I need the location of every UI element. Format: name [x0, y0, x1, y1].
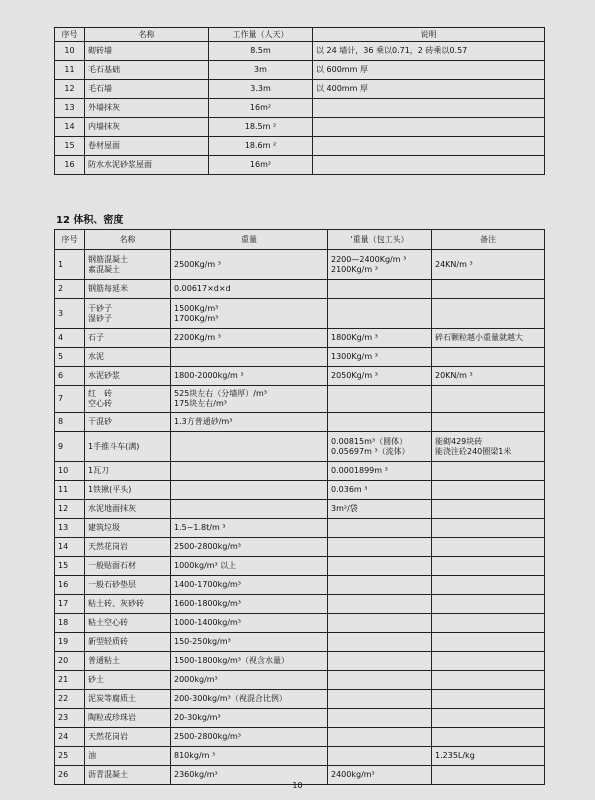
cell-weight	[171, 652, 328, 671]
cell-weight	[171, 709, 328, 728]
cell-note	[432, 557, 545, 576]
table-row	[55, 80, 545, 99]
header-note: 备注	[432, 230, 545, 250]
cell-line: 810kg/m ³	[174, 751, 216, 760]
cell-weight-contractor	[328, 652, 432, 671]
cell-no: 13	[55, 99, 85, 118]
cell-weight	[171, 348, 328, 367]
cell-line: 一般石砂垫层	[88, 580, 136, 589]
cell-name	[85, 432, 171, 462]
density-table	[54, 229, 545, 785]
cell-line: 0.05697m ³（流体）	[331, 446, 410, 456]
table-row	[55, 633, 545, 652]
cell-note	[432, 280, 545, 299]
cell-line: 1手推斗车(满)	[88, 441, 140, 451]
cell-line: 20-30kg/m³	[174, 713, 221, 722]
density-table-body	[55, 250, 545, 785]
cell-description: 以 600mm 厚	[313, 61, 545, 80]
cell-line: 碎石颗粒越小重量就越大	[435, 333, 523, 342]
cell-weight	[171, 329, 328, 348]
cell-weight-contractor	[328, 690, 432, 709]
table-row	[55, 432, 545, 462]
cell-line: 素混凝土	[88, 264, 120, 274]
cell-weight	[171, 386, 328, 413]
table-row	[55, 519, 545, 538]
table-row	[55, 118, 545, 137]
cell-name: 砌砖墙	[85, 42, 209, 61]
page-number: 10	[292, 781, 303, 790]
cell-weight	[171, 413, 328, 432]
cell-name	[85, 671, 171, 690]
cell-note	[432, 367, 545, 386]
cell-line: 1000-1400kg/m³	[174, 618, 242, 627]
cell-name	[85, 329, 171, 348]
cell-weight-contractor	[328, 538, 432, 557]
cell-note	[432, 690, 545, 709]
cell-no: 8	[55, 413, 85, 432]
table-row	[55, 614, 545, 633]
header-weight-contractor: '重量（包工头）	[328, 230, 432, 250]
cell-weight-contractor	[328, 519, 432, 538]
cell-line: 2360kg/m³	[174, 770, 218, 779]
cell-weight	[171, 728, 328, 747]
cell-line: 0.0001899m ³	[331, 466, 388, 475]
cell-line: 2000kg/m³	[174, 675, 218, 684]
cell-line: 陶粒或珍珠岩	[88, 713, 136, 722]
cell-line: 钢筋每延米	[88, 284, 128, 293]
cell-no: 12	[55, 80, 85, 99]
cell-no: 23	[55, 709, 85, 728]
cell-note	[432, 614, 545, 633]
cell-name	[85, 250, 171, 280]
cell-line: 新型轻质砖	[88, 637, 128, 646]
cell-line: 2500-2800kg/m³	[174, 732, 242, 741]
table-row	[55, 386, 545, 413]
cell-workload: 16m²	[209, 156, 313, 175]
cell-line: 1800Kg/m ³	[331, 333, 378, 342]
cell-no: 20	[55, 652, 85, 671]
cell-note	[432, 576, 545, 595]
cell-weight	[171, 747, 328, 766]
cell-weight	[171, 614, 328, 633]
cell-line: 建筑垃圾	[88, 523, 120, 532]
cell-no: 10	[55, 462, 85, 481]
table-header-row	[55, 28, 545, 42]
cell-name	[85, 557, 171, 576]
cell-line: 1瓦刀	[88, 466, 110, 475]
header-workload: 工作量（人天）	[209, 28, 313, 42]
cell-note	[432, 481, 545, 500]
cell-no: 14	[55, 118, 85, 137]
cell-line: 1000kg/m³ 以上	[174, 561, 237, 570]
section-heading: 12 体积、密度	[56, 215, 124, 226]
header-name: 名称	[85, 28, 209, 42]
cell-weight	[171, 538, 328, 557]
header-description: 说明	[313, 28, 545, 42]
cell-line: 砂土	[88, 675, 104, 684]
cell-line: 2200—2400Kg/m ³	[331, 254, 407, 264]
cell-name	[85, 538, 171, 557]
header-no: 序号	[55, 230, 85, 250]
cell-no: 21	[55, 671, 85, 690]
table-row	[55, 462, 545, 481]
cell-no: 1	[55, 250, 85, 280]
cell-weight	[171, 250, 328, 280]
cell-weight-contractor	[328, 299, 432, 329]
cell-name	[85, 595, 171, 614]
cell-workload: 16m²	[209, 99, 313, 118]
cell-no: 16	[55, 576, 85, 595]
table-row	[55, 42, 545, 61]
cell-weight	[171, 519, 328, 538]
cell-no: 11	[55, 481, 85, 500]
cell-weight-contractor	[328, 250, 432, 280]
cell-weight-contractor	[328, 386, 432, 413]
cell-weight	[171, 557, 328, 576]
table-row	[55, 595, 545, 614]
cell-weight	[171, 500, 328, 519]
cell-line: 24KN/m ³	[435, 259, 473, 269]
cell-no: 25	[55, 747, 85, 766]
cell-line: 水泥	[88, 352, 104, 361]
cell-note	[432, 500, 545, 519]
cell-line: 粘土砖、灰砂砖	[88, 599, 144, 608]
cell-line: 150-250kg/m³	[174, 637, 231, 646]
cell-line: 20KN/m ³	[435, 371, 473, 380]
cell-line: 水泥砂浆	[88, 371, 120, 380]
cell-weight	[171, 280, 328, 299]
table-row	[55, 137, 545, 156]
cell-weight	[171, 671, 328, 690]
cell-weight-contractor	[328, 348, 432, 367]
cell-no: 17	[55, 595, 85, 614]
cell-line: 石子	[88, 333, 104, 342]
cell-line: 0.036m ³	[331, 485, 368, 494]
cell-no: 12	[55, 500, 85, 519]
header-no: 序号	[55, 28, 85, 42]
cell-weight-contractor	[328, 462, 432, 481]
cell-name	[85, 413, 171, 432]
cell-weight-contractor	[328, 280, 432, 299]
cell-weight	[171, 367, 328, 386]
cell-name	[85, 747, 171, 766]
cell-no: 7	[55, 386, 85, 413]
cell-line: 粘土空心砖	[88, 618, 128, 627]
cell-no: 6	[55, 367, 85, 386]
cell-line: 油	[88, 751, 96, 760]
cell-line: 泥炭等腐质土	[88, 694, 136, 703]
cell-note	[432, 595, 545, 614]
table-row	[55, 99, 545, 118]
cell-note	[432, 250, 545, 280]
cell-weight	[171, 690, 328, 709]
header-weight: 重量	[171, 230, 328, 250]
cell-weight-contractor	[328, 413, 432, 432]
cell-name: 卷材屋面	[85, 137, 209, 156]
workload-table-body	[55, 42, 545, 175]
table-row	[55, 348, 545, 367]
cell-weight	[171, 576, 328, 595]
table-row	[55, 250, 545, 280]
table-row	[55, 576, 545, 595]
cell-weight-contractor	[328, 747, 432, 766]
cell-line: 2500Kg/m ³	[174, 259, 221, 269]
cell-name	[85, 576, 171, 595]
cell-name	[85, 299, 171, 329]
cell-line: 2500-2800kg/m³	[174, 542, 242, 551]
cell-no: 10	[55, 42, 85, 61]
cell-name	[85, 348, 171, 367]
cell-note	[432, 709, 545, 728]
cell-description	[313, 118, 545, 137]
cell-name	[85, 709, 171, 728]
cell-line: 2050Kg/m ³	[331, 371, 378, 380]
cell-line: 200-300kg/m³（视混合比例）	[174, 694, 287, 703]
cell-name: 内墙抹灰	[85, 118, 209, 137]
cell-note	[432, 633, 545, 652]
cell-line: 能浇注砼240圈梁1米	[435, 446, 512, 456]
cell-no: 16	[55, 156, 85, 175]
cell-name: 毛石基础	[85, 61, 209, 80]
cell-note	[432, 462, 545, 481]
cell-weight-contractor	[328, 614, 432, 633]
cell-no: 15	[55, 557, 85, 576]
cell-no: 3	[55, 299, 85, 329]
cell-line: 干混砂	[88, 417, 112, 426]
cell-weight	[171, 595, 328, 614]
table-row	[55, 481, 545, 500]
cell-line: 1500Kg/m³	[174, 303, 219, 313]
cell-line: 2400kg/m³	[331, 770, 375, 779]
cell-no: 2	[55, 280, 85, 299]
cell-line: 1.3方普通砂/m³	[174, 417, 233, 426]
cell-weight-contractor	[328, 500, 432, 519]
cell-no: 13	[55, 519, 85, 538]
cell-name	[85, 614, 171, 633]
cell-name	[85, 462, 171, 481]
cell-note	[432, 747, 545, 766]
cell-line: 1300Kg/m ³	[331, 352, 378, 361]
cell-description	[313, 156, 545, 175]
cell-line: 湿砂子	[88, 313, 112, 323]
cell-weight-contractor	[328, 709, 432, 728]
cell-workload: 3.3m	[209, 80, 313, 99]
cell-line: 1.5~1.8t/m ³	[174, 523, 226, 532]
cell-description: 以 400mm 厚	[313, 80, 545, 99]
cell-note	[432, 348, 545, 367]
cell-no: 14	[55, 538, 85, 557]
cell-no: 26	[55, 766, 85, 785]
cell-line: 3m²/袋	[331, 504, 358, 513]
cell-weight-contractor	[328, 557, 432, 576]
cell-name	[85, 519, 171, 538]
cell-weight-contractor	[328, 633, 432, 652]
table-row	[55, 538, 545, 557]
cell-line: 1.235L/kg	[435, 751, 475, 760]
cell-name	[85, 633, 171, 652]
table-row	[55, 557, 545, 576]
cell-no: 4	[55, 329, 85, 348]
cell-line: 红 砖	[88, 389, 112, 398]
cell-name	[85, 481, 171, 500]
cell-description	[313, 137, 545, 156]
cell-name	[85, 652, 171, 671]
table-row	[55, 728, 545, 747]
cell-description: 以 24 墙计，36 乘以0.71，2 砖乘以0.57	[313, 42, 545, 61]
table-row	[55, 413, 545, 432]
cell-no: 11	[55, 61, 85, 80]
cell-weight-contractor	[328, 432, 432, 462]
table-row	[55, 690, 545, 709]
cell-no: 24	[55, 728, 85, 747]
table-row	[55, 61, 545, 80]
cell-no: 18	[55, 614, 85, 633]
cell-weight	[171, 633, 328, 652]
cell-line: 一般贴面石材	[88, 561, 136, 570]
cell-line: 1铁锹(平头)	[88, 485, 132, 494]
cell-line: 1800-2000kg/m ³	[174, 371, 244, 380]
cell-note	[432, 329, 545, 348]
cell-line: 0.00617×d×d	[174, 284, 231, 293]
cell-line: 175块左右/m³	[174, 399, 227, 408]
cell-note	[432, 728, 545, 747]
table-row	[55, 367, 545, 386]
cell-line: 0.00815m³（圆体）	[331, 436, 408, 446]
cell-weight-contractor	[328, 595, 432, 614]
cell-line: 2200Kg/m ³	[174, 333, 221, 342]
cell-line: 1700Kg/m³	[174, 313, 219, 323]
cell-name: 外墙抹灰	[85, 99, 209, 118]
cell-line: 1500-1800kg/m³（视含水量）	[174, 656, 290, 665]
cell-note	[432, 652, 545, 671]
cell-name: 毛石墙	[85, 80, 209, 99]
cell-weight	[171, 462, 328, 481]
cell-weight-contractor	[328, 329, 432, 348]
cell-line: 沥青混凝土	[88, 770, 128, 779]
table-row	[55, 299, 545, 329]
cell-line: 普通粘土	[88, 656, 120, 665]
cell-weight-contractor	[328, 576, 432, 595]
cell-workload: 8.5m	[209, 42, 313, 61]
cell-note	[432, 538, 545, 557]
cell-no: 5	[55, 348, 85, 367]
cell-name	[85, 386, 171, 413]
cell-line: 1400-1700kg/m³	[174, 580, 242, 589]
table-row	[55, 652, 545, 671]
cell-line: 干砂子	[88, 303, 112, 313]
cell-workload: 3m	[209, 61, 313, 80]
cell-no: 19	[55, 633, 85, 652]
table-row	[55, 500, 545, 519]
cell-description	[313, 99, 545, 118]
cell-weight	[171, 432, 328, 462]
cell-line: 水泥地面抹灰	[88, 504, 136, 513]
cell-no: 15	[55, 137, 85, 156]
cell-no: 9	[55, 432, 85, 462]
cell-note	[432, 413, 545, 432]
cell-note	[432, 519, 545, 538]
cell-name	[85, 500, 171, 519]
cell-line: 1600-1800kg/m³	[174, 599, 242, 608]
cell-line: 天然花岗岩	[88, 542, 128, 551]
table-row	[55, 156, 545, 175]
cell-weight-contractor	[328, 367, 432, 386]
cell-note	[432, 299, 545, 329]
cell-weight	[171, 481, 328, 500]
cell-name	[85, 690, 171, 709]
cell-weight-contractor	[328, 671, 432, 690]
cell-line: 2100Kg/m ³	[331, 264, 378, 274]
cell-workload: 18.5m ²	[209, 118, 313, 137]
cell-workload: 18.6m ²	[209, 137, 313, 156]
table-row	[55, 747, 545, 766]
cell-name: 防水水泥砂浆屋面	[85, 156, 209, 175]
cell-weight-contractor	[328, 481, 432, 500]
table-row	[55, 709, 545, 728]
cell-note	[432, 432, 545, 462]
cell-line: 能砌429块砖	[435, 436, 483, 446]
cell-weight-contractor	[328, 728, 432, 747]
cell-name	[85, 280, 171, 299]
cell-name	[85, 367, 171, 386]
table-row	[55, 671, 545, 690]
cell-line: 钢筋混凝土	[88, 254, 128, 264]
cell-no: 22	[55, 690, 85, 709]
table-row	[55, 280, 545, 299]
workload-table	[54, 27, 545, 175]
cell-note	[432, 386, 545, 413]
cell-note	[432, 671, 545, 690]
cell-line: 天然花岗岩	[88, 732, 128, 741]
cell-name	[85, 728, 171, 747]
header-name: 名称	[85, 230, 171, 250]
cell-line: 525块左右（分墙厚）/m³	[174, 389, 267, 398]
table-row	[55, 329, 545, 348]
cell-line: 空心砖	[88, 399, 112, 408]
table-header-row	[55, 230, 545, 250]
cell-weight	[171, 299, 328, 329]
